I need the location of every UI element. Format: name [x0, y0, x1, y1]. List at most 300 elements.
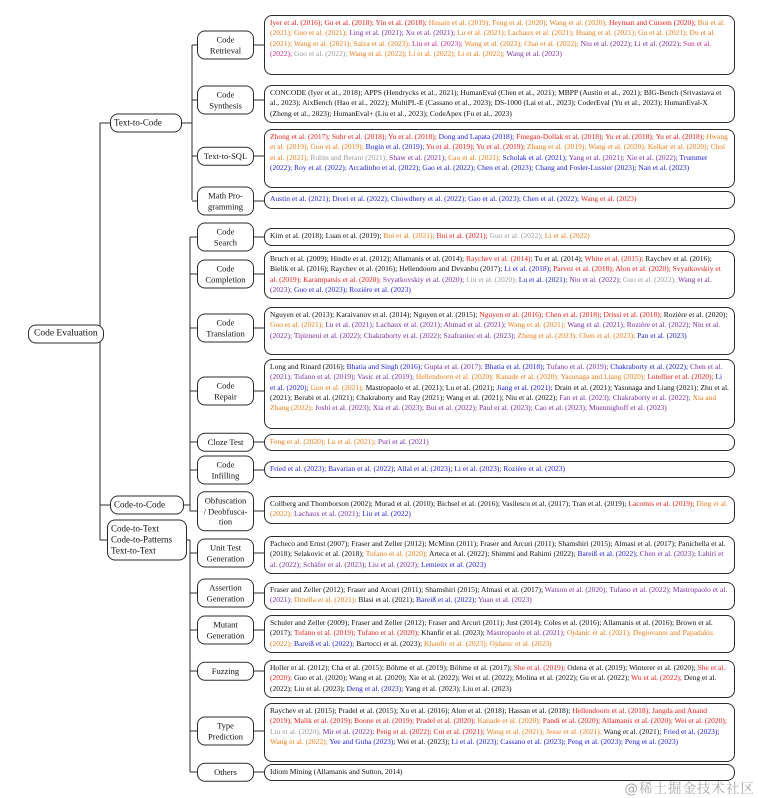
citation-link[interactable]: Jangda and Anand (2019); — [270, 706, 708, 726]
task-label: Code — [216, 89, 235, 100]
task-node-code-retrieval — [197, 31, 254, 60]
citation-link[interactable]: Raychev et al. (2016); — [330, 264, 400, 274]
task-label: Unit Test — [209, 542, 242, 553]
citation-link[interactable]: Drori et al. (2022); — [332, 194, 391, 203]
citation-link[interactable]: Bareiß et al. (2022); — [293, 638, 357, 648]
citation-link[interactable]: Niu et al. (2022); — [569, 274, 623, 284]
citation-link[interactable]: Mastropaolo et al. (2021); — [270, 585, 728, 605]
citation-link[interactable]: Fried et al. (2023); — [663, 726, 720, 736]
citation-link[interactable]: Gupta et al. (2017); — [424, 362, 485, 371]
citation-link[interactable]: Rozière et al. (2023) — [349, 284, 411, 294]
citation-link[interactable]: Malik et al. (2019); — [293, 716, 355, 726]
citation-link[interactable]: Yin et al. (2018); — [375, 18, 429, 27]
citation-link[interactable]: Hwang et al. (2019); — [270, 132, 728, 152]
citation-link[interactable]: Bavarian et al. (2022); — [328, 464, 398, 473]
citation-link[interactable]: Almasi et al. (2017); — [614, 539, 678, 548]
citation-link[interactable]: Yee and Guha (2023); — [329, 736, 398, 746]
citation-link[interactable]: Pradel et al. (2015); — [338, 706, 400, 715]
citation-link[interactable]: Guo et al. (2019); — [310, 142, 366, 152]
root-label: Code Evaluation — [34, 328, 98, 339]
citation-link[interactable]: Peng et al. (2022); — [376, 726, 434, 736]
citation-link[interactable]: Li et al. (2020); — [270, 372, 723, 392]
citation-link[interactable]: Ding et al. (2022); — [270, 499, 728, 519]
citation-link[interactable]: Tu et al. (2014); — [534, 254, 585, 263]
citation-link[interactable]: Wang et al. (2020); — [349, 673, 409, 683]
citation-link[interactable]: Zheng et al. (2023); — [517, 330, 579, 340]
citation-link[interactable]: Xu et al. (2016); — [399, 706, 452, 715]
citation-link[interactable]: Mastropaolo et al. (2021); — [486, 628, 567, 638]
citation-link[interactable]: CONCODE (Iyer et al., 2018); — [270, 88, 364, 97]
citation-link[interactable]: Iyer et al. (2016); — [270, 18, 325, 27]
citation-link[interactable]: Khanfir et al. (2023); — [421, 628, 487, 638]
citation-link[interactable]: Lu et al. (2021); — [445, 382, 497, 392]
citation-link[interactable]: Chen et al. (2022); — [522, 194, 581, 203]
citation-link[interactable]: Fraser and Zeller (2012); — [351, 618, 429, 627]
citation-link[interactable]: Kanade et al. (2020); — [477, 716, 543, 726]
citation-link[interactable]: Alon et al. (2018); — [451, 706, 509, 715]
citation-link[interactable]: Bareiß et al. (2022); — [416, 595, 479, 605]
citation-link[interactable]: Pradel et al. (2020); — [416, 716, 478, 726]
citation-link[interactable]: Deng et al. (2022); — [270, 673, 717, 693]
citation-link[interactable]: Long and Rinard (2016); — [270, 362, 347, 371]
citation-link[interactable]: Kelkar et al. (2020); — [647, 142, 711, 152]
citation-link[interactable]: Wu et al. (2022); — [631, 673, 684, 683]
citation-link[interactable]: Collberg and Thomborson (2002); — [270, 499, 375, 508]
citation-link[interactable]: Salza et al. (2023); — [353, 38, 412, 48]
citation-link[interactable]: Lachaux et al. (2021); — [375, 320, 444, 330]
citation-link[interactable]: Wang et al. (2021); — [507, 320, 568, 330]
citation-link[interactable]: Chen et al. (2018); — [545, 310, 604, 319]
citation-link[interactable]: Fraser and Zeller (2012); — [270, 585, 348, 594]
citation-link[interactable]: Pacheco and Ernst (2007); — [270, 539, 352, 548]
citation-box-assertion-generation — [264, 582, 735, 610]
citation-link[interactable]: Lu et al. (2021); — [457, 28, 508, 38]
citation-link[interactable]: HumanEval (Chen et al., 2021); — [460, 88, 559, 97]
citation-link[interactable]: Allamanis et al. (2016); — [602, 618, 676, 627]
citation-link[interactable]: Wang et al. (2022); — [349, 48, 409, 58]
citation-link[interactable]: Yu et al. (2018); — [605, 132, 656, 141]
citation-link[interactable]: BIG-Bench (Srivastava et al., 2023); — [270, 88, 722, 108]
citation-link[interactable]: She et al. (2020); — [270, 663, 726, 683]
citation-link[interactable]: Muennighoff et al. (2023) — [588, 403, 667, 413]
citation-link[interactable]: Arteca et al. (2022); — [428, 549, 492, 559]
citation-link[interactable]: Cassano et al. (2023); — [500, 736, 568, 746]
citation-link[interactable]: Zhang et al. (2019); — [526, 142, 589, 152]
citation-link[interactable]: APPS (Hendrycks et al., 2021); — [363, 88, 461, 97]
citation-link[interactable]: Tufano et al. (2019); — [546, 362, 611, 371]
citation-link[interactable]: Yu et al. (2018); — [388, 132, 439, 141]
citation-link[interactable]: Xie et al. (2022); — [408, 673, 462, 683]
citation-link[interactable]: Fan et al. (2023); — [559, 392, 613, 402]
task-label: Cloze Test — [207, 436, 244, 447]
citation-link[interactable]: Hellendoorn et al. (2018); — [572, 706, 653, 715]
citation-link[interactable]: Karampatsis et al. (2020); — [303, 274, 383, 284]
citation-link[interactable]: Guo et al. (2022); — [622, 274, 678, 284]
citation-link[interactable]: Lachaux et al. (2021); — [507, 28, 576, 38]
citation-link[interactable]: Holler et al. (2012); — [270, 663, 332, 672]
citation-link[interactable]: Wei et al. (2020); — [674, 716, 727, 726]
citation-link[interactable]: Rozière et al. (2023) — [503, 464, 565, 473]
citation-link[interactable]: Niu et al. (2022); — [505, 392, 560, 402]
citation-link[interactable]: Paul et al. (2023); — [478, 403, 535, 413]
task-label: gramming — [208, 201, 243, 211]
citation-link[interactable]: Fraser and Arcuri (2011); — [480, 539, 559, 548]
citation-link[interactable]: Lachaux et al. (2021); — [293, 509, 363, 519]
citation-link[interactable]: Wang et al. (2021); — [486, 726, 547, 736]
citation-link[interactable]: Li et al. (2022); — [408, 48, 458, 58]
task-label: Assertion — [209, 582, 242, 593]
citation-link[interactable]: Gu et al. (2021); — [638, 28, 690, 38]
citation-link[interactable]: Yasunaga and Liang (2020); — [560, 372, 648, 382]
citation-link[interactable]: Hellendoorn et al. (2020); — [415, 372, 496, 382]
citation-link[interactable]: Xia et al. (2023); — [372, 403, 426, 413]
citation-link[interactable]: Berabi et al. (2021); — [293, 392, 357, 402]
citation-box-code-synthesis — [264, 85, 735, 123]
citation-link[interactable]: She et al. (2019); — [513, 663, 568, 672]
citation-link[interactable]: Allal et al. (2023); — [397, 464, 455, 473]
citation-link[interactable]: Guo et al. (2022); — [293, 48, 350, 58]
citation-link[interactable]: Panichella et al. (2018); — [270, 539, 726, 559]
task-label: Retrieval — [209, 45, 242, 55]
citation-link[interactable]: Xia and Zhang (2022); — [270, 392, 717, 413]
citation-link[interactable]: Nguyen et al. (2013); — [270, 310, 337, 319]
citation-link[interactable]: Wang et al. (2023) — [580, 194, 637, 203]
citation-link[interactable]: McMinn (2011); — [428, 539, 481, 548]
citation-link[interactable]: Liu et al. (2020); — [270, 726, 323, 736]
citation-link[interactable]: Wei et al. (2023); — [397, 736, 452, 746]
citation-link[interactable]: Chen et al. (2023); — [639, 549, 698, 559]
citation-link[interactable]: Pandi et al. (2020); — [542, 716, 602, 726]
citation-link[interactable]: Yang et al. (2023); — [404, 683, 463, 693]
citation-link[interactable]: Chen et al. (2023); — [477, 162, 536, 172]
citation-link[interactable]: Lu et al. (2021); — [327, 437, 378, 446]
citation-link[interactable]: Ojdanic et al. (2021); — [566, 628, 633, 638]
citation-link[interactable]: Tipirneni et al. (2022); — [293, 330, 364, 340]
citation-link[interactable]: Kim et al. (2018); — [270, 231, 326, 240]
citation-link[interactable]: Kanade et al. (2020); — [495, 372, 561, 382]
task-node-code-infilling — [197, 456, 254, 485]
task-label: Code — [216, 380, 235, 391]
citation-link[interactable]: Suhr et al. (2018); — [331, 132, 389, 141]
citation-box-fuzzing — [264, 660, 735, 698]
citation-link[interactable]: Hellendoorn and Devanbu (2017); — [399, 264, 505, 274]
citation-link[interactable]: Guo et al. (2021); — [293, 28, 350, 38]
task-label: Text-to-SQL — [203, 150, 248, 161]
citation-link[interactable]: White et al. (2015); — [584, 254, 646, 263]
citation-link[interactable]: Tufano et al. (2020); — [357, 628, 422, 638]
citation-link[interactable]: Murad et al. (2010); — [374, 499, 437, 508]
citation-link[interactable]: Wang et al. (2023); — [270, 274, 712, 294]
citation-link[interactable]: Hindle et al. (2012); — [330, 254, 393, 263]
citation-link[interactable]: Nan et al. (2023) — [638, 162, 690, 172]
citation-link[interactable]: Heyman and Cutsem (2020); — [608, 18, 698, 27]
citation-link[interactable]: Gao et al. (2023); — [468, 194, 523, 203]
citation-link[interactable]: Tran et al. (2019); — [572, 499, 629, 508]
citation-link[interactable]: Allamanis et al. (2020); — [601, 716, 675, 726]
citation-link[interactable]: Almasi et al. (2017); — [480, 585, 545, 594]
citation-link[interactable]: Yu et al. (2019); — [476, 142, 527, 152]
citation-link[interactable]: Allamanis et al. (2014); — [392, 254, 466, 263]
citation-link[interactable]: Dinella et al. (2021); — [293, 595, 359, 605]
citation-link[interactable]: Guo et al. (2021); — [270, 320, 326, 330]
citation-link[interactable]: Nguyen et al. (2016); — [479, 310, 546, 319]
citation-link[interactable]: Jesse et al. (2021); — [546, 726, 604, 736]
citation-link[interactable]: Li et al. (2023); — [451, 736, 501, 746]
citation-link[interactable]: Feng et al. (2020); — [270, 437, 328, 446]
citation-link[interactable]: Guo et al. (2020); — [293, 673, 350, 683]
citation-link[interactable]: Wang et al. (2023) — [506, 48, 563, 58]
citation-link[interactable]: Liu et al. (2020); — [466, 274, 519, 284]
citation-link[interactable]: Böhme et al. (2019); — [385, 663, 450, 672]
task-label: Synthesis — [209, 100, 242, 110]
citation-link[interactable]: Bui et al. (2021); — [436, 231, 490, 240]
citation-link[interactable]: Ojdanic et al. (2023) — [489, 638, 552, 648]
citation-link[interactable]: Husain et al. (2019); — [428, 18, 493, 27]
citation-link[interactable]: Brown et al. (2017); — [270, 618, 713, 638]
citation-link[interactable]: Deng et al. (2023); — [346, 683, 405, 693]
citation-link[interactable]: MultiPL-E (Cassano et al., 2023); — [391, 98, 495, 108]
citation-link[interactable]: Yu et al. (2019); — [425, 142, 477, 152]
citation-link[interactable]: Lu et al. (2021); — [518, 274, 570, 284]
citation-link[interactable]: Winterer et al. (2020); — [628, 663, 698, 672]
citation-link[interactable]: Liu et al. (2023) — [462, 683, 512, 693]
citation-link[interactable]: Wei et al. (2022); — [461, 673, 516, 683]
citation-link[interactable]: Watson et al. (2020); — [544, 585, 610, 594]
citation-link[interactable]: Hassan et al. (2018); — [508, 706, 573, 715]
citation-link[interactable]: Zhong et al. (2017); — [270, 132, 332, 141]
citation-link[interactable]: Guo et al. (2021); — [310, 382, 366, 392]
citation-link[interactable]: Khanfir et al. (2023); — [423, 638, 490, 648]
citation-link[interactable]: Arcadinho et al. (2022); — [348, 162, 423, 172]
citation-link[interactable]: Fraser and Arcuri (2011); — [347, 585, 426, 594]
citation-link[interactable]: Scholak et al. (2021); — [502, 152, 569, 162]
citation-link[interactable]: Dong and Lapata (2018); — [438, 132, 517, 141]
citation-link[interactable]: Roy et al. (2022); — [293, 162, 349, 172]
citation-link[interactable]: Choi et al. (2021); — [270, 142, 726, 162]
citation-link[interactable]: Lacomis et al. (2019); — [628, 499, 697, 508]
citation-link[interactable]: Li et al. (2022) — [544, 231, 590, 240]
citation-link[interactable]: Yuan et al. (2023) — [478, 595, 532, 605]
task-label: Fuzzing — [211, 665, 240, 676]
citation-link[interactable]: Niu et al. (2022); — [270, 320, 721, 340]
citation-link[interactable]: Cui et al. (2021); — [433, 726, 487, 736]
citation-link[interactable]: Raychev et al. (2014); — [466, 254, 535, 263]
citation-link[interactable]: Mir et al. (2022); — [322, 726, 377, 736]
citation-link[interactable]: Raychev et al. (2016); — [645, 254, 712, 263]
citation-box-code-retrieval — [264, 15, 735, 75]
citation-link[interactable]: Nguyen et al. (2015); — [413, 310, 480, 319]
citation-link[interactable]: Joshi et al. (2023); — [315, 403, 373, 413]
citation-link[interactable]: Bui et al. (2021); — [270, 18, 725, 38]
citation-link[interactable]: Parvez et al. (2018); — [553, 264, 616, 274]
citation-link[interactable]: Lu et al. (2021); — [325, 320, 376, 330]
citation-link[interactable]: Chakraborty et al. (2022); — [612, 392, 693, 402]
citation-link[interactable]: Szafraniec et al. (2023); — [443, 330, 518, 340]
citation-link[interactable]: Alon et al. (2020); — [615, 264, 673, 274]
citation-link[interactable]: Chowdhery et al. (2022); — [390, 194, 469, 203]
citation-link[interactable]: Wang et al. (2021); — [603, 726, 664, 736]
task-label: Code — [216, 317, 235, 328]
citation-link[interactable]: Yang et al. (2021); — [568, 152, 627, 162]
citation-link[interactable]: Tufano et al. (2020); — [365, 549, 429, 559]
citation-link[interactable]: CoderEval (Yu et al., 2023); — [577, 98, 665, 108]
citation-link[interactable]: Wang et al. (2020); — [549, 18, 609, 27]
citation-link[interactable]: Zhu et al. (2021); — [270, 382, 729, 402]
branch-label: Code-to-Patterns — [111, 534, 172, 545]
branch-label: Text-to-Text — [111, 545, 156, 556]
citation-link[interactable]: Bareiß et al. (2022); — [577, 549, 640, 559]
citation-link[interactable]: Boone et al. (2019); — [354, 716, 417, 726]
citation-link[interactable]: Rubin and Berant (2021); — [310, 152, 390, 162]
citation-link[interactable]: Shimmi and Rahimi (2022); — [491, 549, 578, 559]
citation-link[interactable]: Shaw et al. (2021); — [389, 152, 449, 162]
citation-link[interactable]: Karaivanov et al. (2014); — [336, 310, 414, 319]
citation-link[interactable]: Shamshiri (2015); — [558, 539, 614, 548]
citation-link[interactable]: Wang et al. (2022); — [270, 736, 330, 746]
citation-link[interactable]: Guo et al. (2022); — [489, 231, 545, 240]
citation-link[interactable]: Wang et al. (2021); — [446, 392, 506, 402]
citation-link[interactable]: Li et al. (2022); — [457, 48, 507, 58]
citation-link[interactable]: Bui et al. (2021); — [383, 231, 437, 240]
citation-link[interactable]: Trummer (2022); — [270, 152, 708, 172]
citation-link[interactable]: Feng et al. (2020); — [492, 18, 550, 27]
citation-link[interactable]: Gu et al. (2018); — [324, 18, 376, 27]
citation-link[interactable]: Wang et al. (2022); — [464, 38, 525, 48]
citation-link[interactable]: Schäfer et al. (2023); — [303, 559, 369, 569]
citation-link[interactable]: Ahmad et al. (2021); — [443, 320, 508, 330]
citation-link[interactable]: Schuler and Zeller (2009); — [270, 618, 352, 627]
citation-link[interactable]: Cha et al. (2015); — [331, 663, 386, 672]
citation-link[interactable]: Austin et al. (2021); — [270, 194, 333, 203]
citation-link[interactable]: Svyatkovskiy et al. (2019); — [270, 264, 721, 284]
citation-link[interactable]: Fried et al. (2023); — [270, 464, 329, 473]
citation-link[interactable]: MBPP (Austin et al., 2021); — [558, 88, 644, 97]
citation-link[interactable]: Blasi et al. (2021); — [358, 595, 417, 605]
citation-link[interactable]: Chen et al. (2021); — [270, 362, 723, 382]
task-label: Generation — [206, 630, 245, 640]
citation-link[interactable]: Fraser and Zeller (2012); — [351, 539, 429, 548]
citation-link[interactable]: Idiom Mining (Allamanis and Sutton, 2014) — [270, 767, 403, 776]
citation-link[interactable]: Xie et al. (2022); — [626, 152, 680, 162]
citation-box-code-repair — [264, 359, 735, 429]
citation-link[interactable]: Bartocci et al. (2023); — [356, 638, 424, 648]
citation-link[interactable]: Rozière et al. (2020); — [663, 310, 728, 319]
citation-box-code-translation — [264, 307, 735, 355]
citation-link[interactable]: Tufano et al. (2022); — [609, 585, 673, 594]
branch-label: Code-to-Code — [114, 499, 165, 510]
citation-link[interactable]: Puri et al. (2021) — [377, 437, 429, 446]
citation-link[interactable]: Just (2014); — [506, 618, 544, 627]
branch-node-code-to-text-patterns — [107, 520, 187, 561]
task-node-assertion-generation — [197, 579, 254, 608]
citation-link[interactable]: Bichsel et al. (2016); — [437, 499, 502, 508]
citation-link[interactable]: Svyatkovskiy et al. (2020); — [382, 274, 467, 284]
citation-link[interactable]: HumanEval-X (Zheng et al., 2023); — [270, 98, 708, 118]
citation-link[interactable]: Vasic et al. (2019); — [357, 372, 416, 382]
citation-link[interactable]: Luan et al. (2019); — [325, 231, 384, 240]
citation-link[interactable]: Lemieux et al. (2023) — [421, 559, 486, 569]
citation-link[interactable]: Chakraborty et al. (2022); — [363, 330, 444, 340]
citation-link[interactable]: Bogin et al. (2019); — [365, 142, 426, 152]
citation-link[interactable]: Chen et al. (2023); — [578, 330, 638, 340]
citation-link[interactable]: Lutellier et al. (2020); — [647, 372, 716, 382]
citation-link[interactable]: Chai et al. (2022); — [524, 38, 581, 48]
citation-link[interactable]: Degiovanni and Papadakis (2022); — [270, 628, 713, 648]
citation-link[interactable]: Gu et al. (2022); — [579, 673, 632, 683]
citation-link[interactable]: Li et al. (2023); — [454, 464, 504, 473]
citation-link[interactable]: Yasunaga and Liang (2021); — [613, 382, 701, 392]
citation-link[interactable]: Bui et al. (2022); — [425, 403, 479, 413]
citation-link[interactable]: Wang et al. (2020); — [588, 142, 648, 152]
citation-link[interactable]: Guo et al. (2023); — [293, 284, 350, 294]
citation-link[interactable]: Yu et al. (2018); — [655, 132, 707, 141]
citation-link[interactable]: CodeApex (Fu et al., 2023) — [429, 108, 512, 118]
citation-link[interactable]: Bruch et al. (2009); — [270, 254, 331, 263]
citation-link[interactable]: Chakraborty and Ray (2021); — [356, 392, 447, 402]
citation-link[interactable]: Tufano et al. (2019); — [293, 372, 358, 382]
citation-link[interactable]: Raychev et al. (2015); — [270, 706, 339, 715]
citation-link[interactable]: Vasilescu et al. (2017); — [501, 499, 573, 508]
citation-link[interactable]: Tufano et al. (2019); — [293, 628, 358, 638]
citation-link[interactable]: Drain et al. (2021); — [554, 382, 614, 392]
citation-link[interactable]: Selakovic et al. (2018); — [293, 549, 366, 559]
citation-link[interactable]: Bhatia and Singh (2016); — [346, 362, 425, 371]
citation-link[interactable]: Liu et al. (2022) — [362, 509, 411, 519]
citation-link[interactable]: Böhme et al. (2017); — [449, 663, 514, 672]
citation-link[interactable]: AixBench (Hao et al., 2022); — [302, 98, 392, 108]
citation-link[interactable]: HumanEval+ (Liu et al., 2023); — [333, 108, 430, 118]
citation-link[interactable]: Coles et al. (2016); — [543, 618, 603, 627]
citation-link[interactable]: Wang et al. (2021); — [567, 320, 627, 330]
citation-link[interactable]: Cao et al. (2021); — [448, 152, 503, 162]
citation-link[interactable]: Drissi et al. (2018); — [603, 310, 664, 319]
citation-link[interactable]: Sun et al. (2022); — [270, 38, 712, 58]
citation-link[interactable]: Peng et al. (2023) — [624, 736, 679, 746]
citation-link[interactable]: Gao et al. (2022); — [422, 162, 478, 172]
task-label: Generation — [206, 553, 245, 563]
citation-link[interactable]: Chakraborty et al. (2022); — [610, 362, 690, 371]
citation-link[interactable]: Bhatia et al. (2018); — [484, 362, 547, 371]
citation-link[interactable]: Cao et al. (2023); — [534, 403, 589, 413]
task-node-math-programming — [197, 187, 254, 216]
citation-link[interactable]: Li et al. (2018); — [504, 264, 554, 274]
citation-link[interactable]: Chang and Fosler-Lussier (2023); — [535, 162, 639, 172]
citation-link[interactable]: Mastropaolo et al. (2021); — [365, 382, 446, 392]
citation-link[interactable]: Niu et al. (2022); — [580, 38, 635, 48]
citation-link[interactable]: Liu et al. (2023); — [411, 38, 465, 48]
citation-link[interactable]: Du et al. (2021); — [270, 28, 716, 48]
citation-link[interactable]: Liu et al. (2023); — [368, 559, 422, 569]
citation-link[interactable]: Ling et al. (2021); — [349, 28, 406, 38]
citation-link[interactable]: Xu et al. (2021); — [405, 28, 458, 38]
citation-link[interactable]: Fraser and Arcuri (2011); — [428, 618, 507, 627]
citation-link[interactable]: Wang et al. (2021); — [293, 38, 354, 48]
citation-link[interactable]: Shamshiri (2015); — [425, 585, 481, 594]
citation-link[interactable]: Bielik et al. (2016); — [270, 264, 331, 274]
citation-link[interactable]: DS-1000 (Lai et al., 2023); — [494, 98, 578, 108]
citation-link[interactable]: Odena et al. (2019); — [567, 663, 629, 672]
citation-link[interactable]: Lahiri et al. (2022); — [270, 549, 724, 569]
citation-link[interactable]: Jiang et al. (2021); — [496, 382, 555, 392]
citation-link[interactable]: Molina et al. (2022); — [515, 673, 580, 683]
citation-link[interactable]: Finegan-Dollak et al. (2018); — [516, 132, 606, 141]
citation-link[interactable]: Pan et al. (2023) — [637, 330, 687, 340]
citation-link[interactable]: Rozière et al. (2022); — [626, 320, 693, 330]
citation-link[interactable]: Huang et al. (2021); — [575, 28, 639, 38]
citation-link[interactable]: Liu et al. (2023); — [293, 683, 347, 693]
citation-link[interactable]: Peng et al. (2023); — [567, 736, 625, 746]
citation-link[interactable]: Li et al. (2022); — [634, 38, 684, 48]
